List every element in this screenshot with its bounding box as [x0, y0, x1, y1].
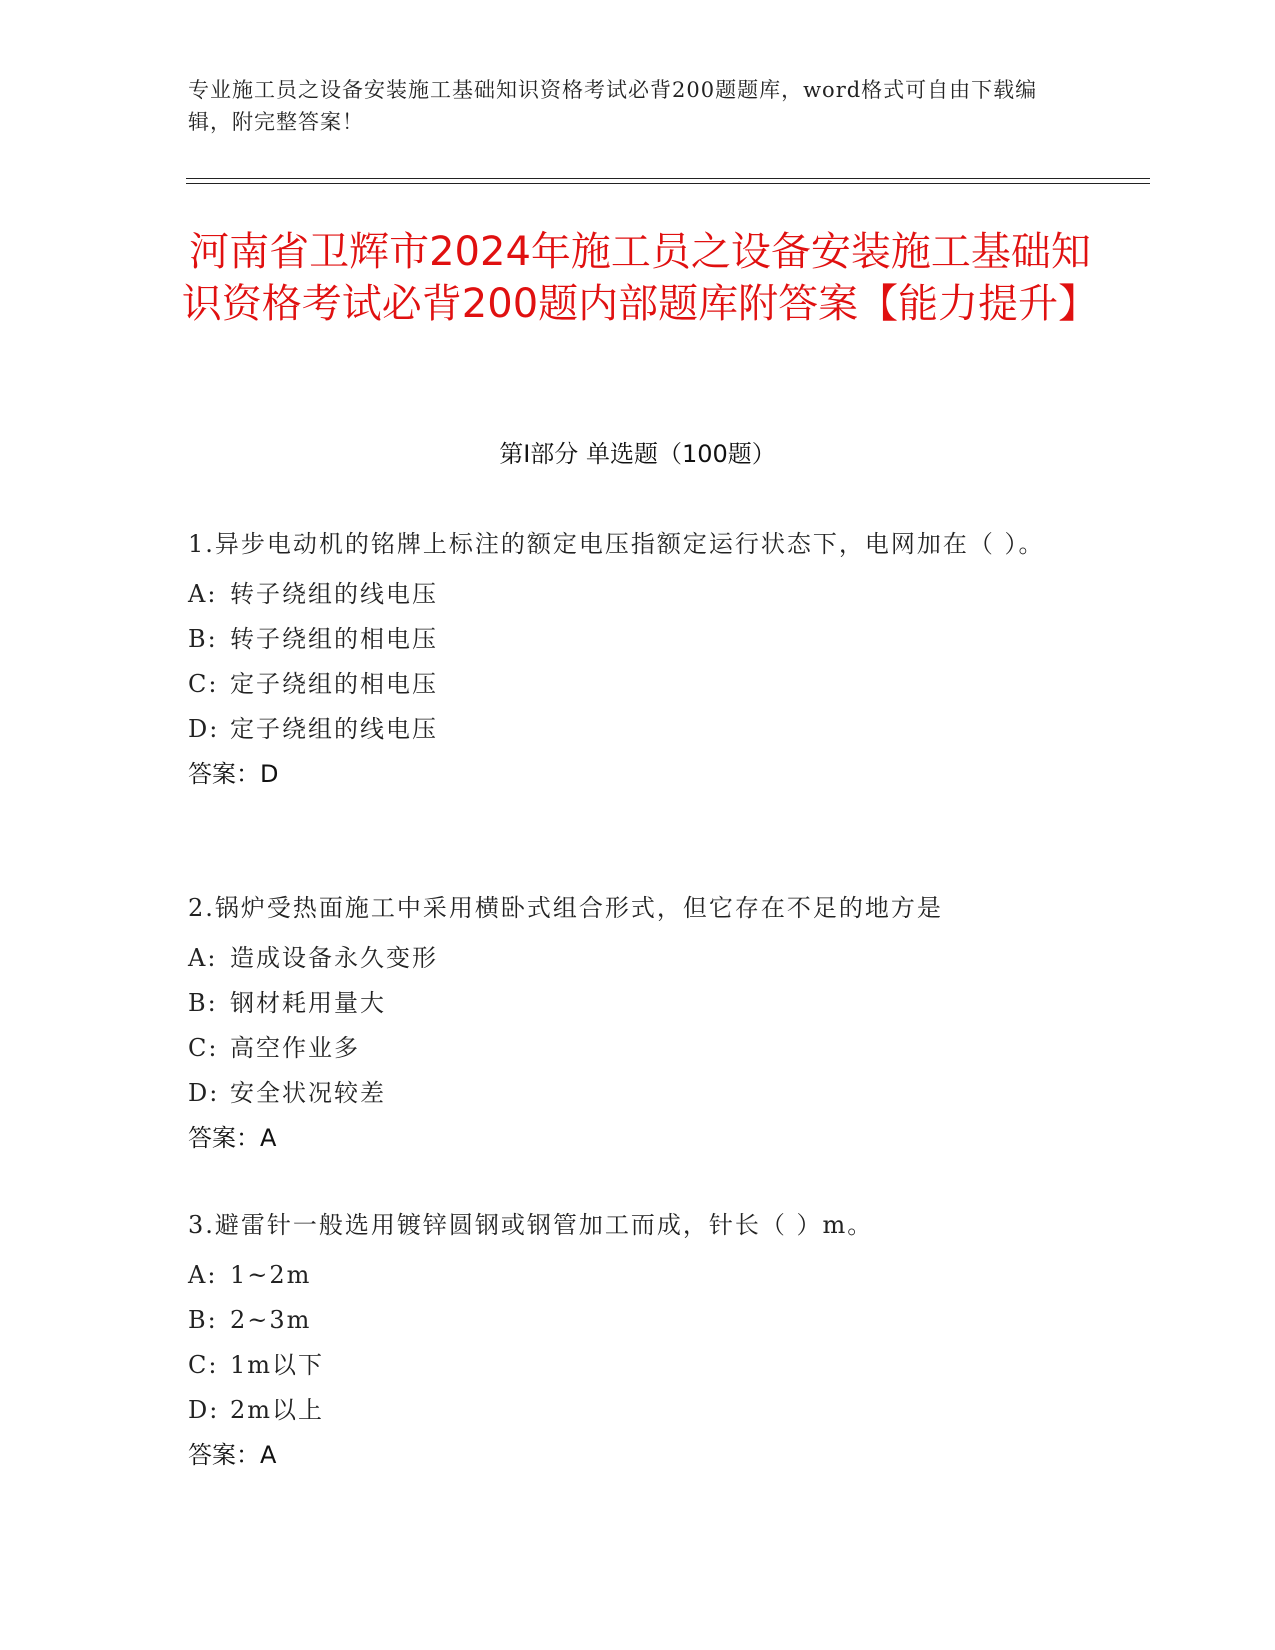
- question-1: [188, 528, 1068, 797]
- section-title: 第I部分 单选题（100题）: [499, 440, 776, 468]
- header-note: 专业施工员之设备安装施工基础知识资格考试必背200题题库，word格式可自由下载编辑，附完整答案！: [188, 78, 1038, 134]
- option-letter: C:: [188, 1034, 219, 1062]
- option-text: 高空作业多: [230, 1034, 360, 1062]
- option-letter: C:: [188, 670, 219, 698]
- option-a: [188, 936, 1068, 981]
- option-text: 1~2m: [230, 1261, 312, 1289]
- option-letter: A:: [188, 580, 218, 608]
- option-text: 钢材耗用量大: [230, 989, 386, 1017]
- document-title: 河南省卫辉市2024年施工员之设备安装施工基础知识资格考试必背200题内部题库附答案【能力提升】: [181, 229, 1099, 327]
- question-2: [188, 892, 1068, 1161]
- option-c: [188, 662, 1068, 707]
- option-text: 转子绕组的相电压: [230, 625, 438, 653]
- option-text: 1m以下: [230, 1351, 325, 1379]
- option-a: [188, 1253, 1068, 1298]
- answer-line: 答案：A: [188, 1124, 277, 1152]
- question-3: [188, 1209, 1068, 1478]
- option-b: [188, 617, 1068, 662]
- option-c: [188, 1026, 1068, 1071]
- header-divider-bottom: [186, 183, 1150, 184]
- question-stem: 3.避雷针一般选用镀锌圆钢或钢管加工而成，针长（ ）m。: [188, 1211, 874, 1239]
- option-text: 定子绕组的相电压: [230, 670, 438, 698]
- option-letter: B:: [188, 625, 218, 653]
- option-text: 2~3m: [230, 1306, 312, 1334]
- header-divider-top: [186, 178, 1150, 179]
- option-letter: B:: [188, 989, 218, 1017]
- option-letter: D:: [188, 1396, 220, 1424]
- option-letter: A:: [188, 1261, 218, 1289]
- option-a: [188, 572, 1068, 617]
- option-letter: D:: [188, 715, 220, 743]
- option-b: [188, 981, 1068, 1026]
- option-text: 造成设备永久变形: [230, 944, 438, 972]
- option-letter: A:: [188, 944, 218, 972]
- option-c: [188, 1343, 1068, 1388]
- option-letter: C:: [188, 1351, 219, 1379]
- option-d: [188, 707, 1068, 752]
- answer-line: 答案：D: [188, 760, 279, 788]
- option-text: 2m以上: [230, 1396, 325, 1424]
- question-stem: 1.异步电动机的铭牌上标注的额定电压指额定运行状态下，电网加在（ ）。: [188, 530, 1045, 558]
- option-text: 转子绕组的线电压: [230, 580, 438, 608]
- option-d: [188, 1071, 1068, 1116]
- option-b: [188, 1298, 1068, 1343]
- option-d: [188, 1388, 1068, 1433]
- option-letter: B:: [188, 1306, 218, 1334]
- option-text: 安全状况较差: [230, 1079, 386, 1107]
- answer-line: 答案：A: [188, 1441, 277, 1469]
- option-text: 定子绕组的线电压: [230, 715, 438, 743]
- question-stem: 2.锅炉受热面施工中采用横卧式组合形式，但它存在不足的地方是: [188, 894, 943, 922]
- option-letter: D:: [188, 1079, 220, 1107]
